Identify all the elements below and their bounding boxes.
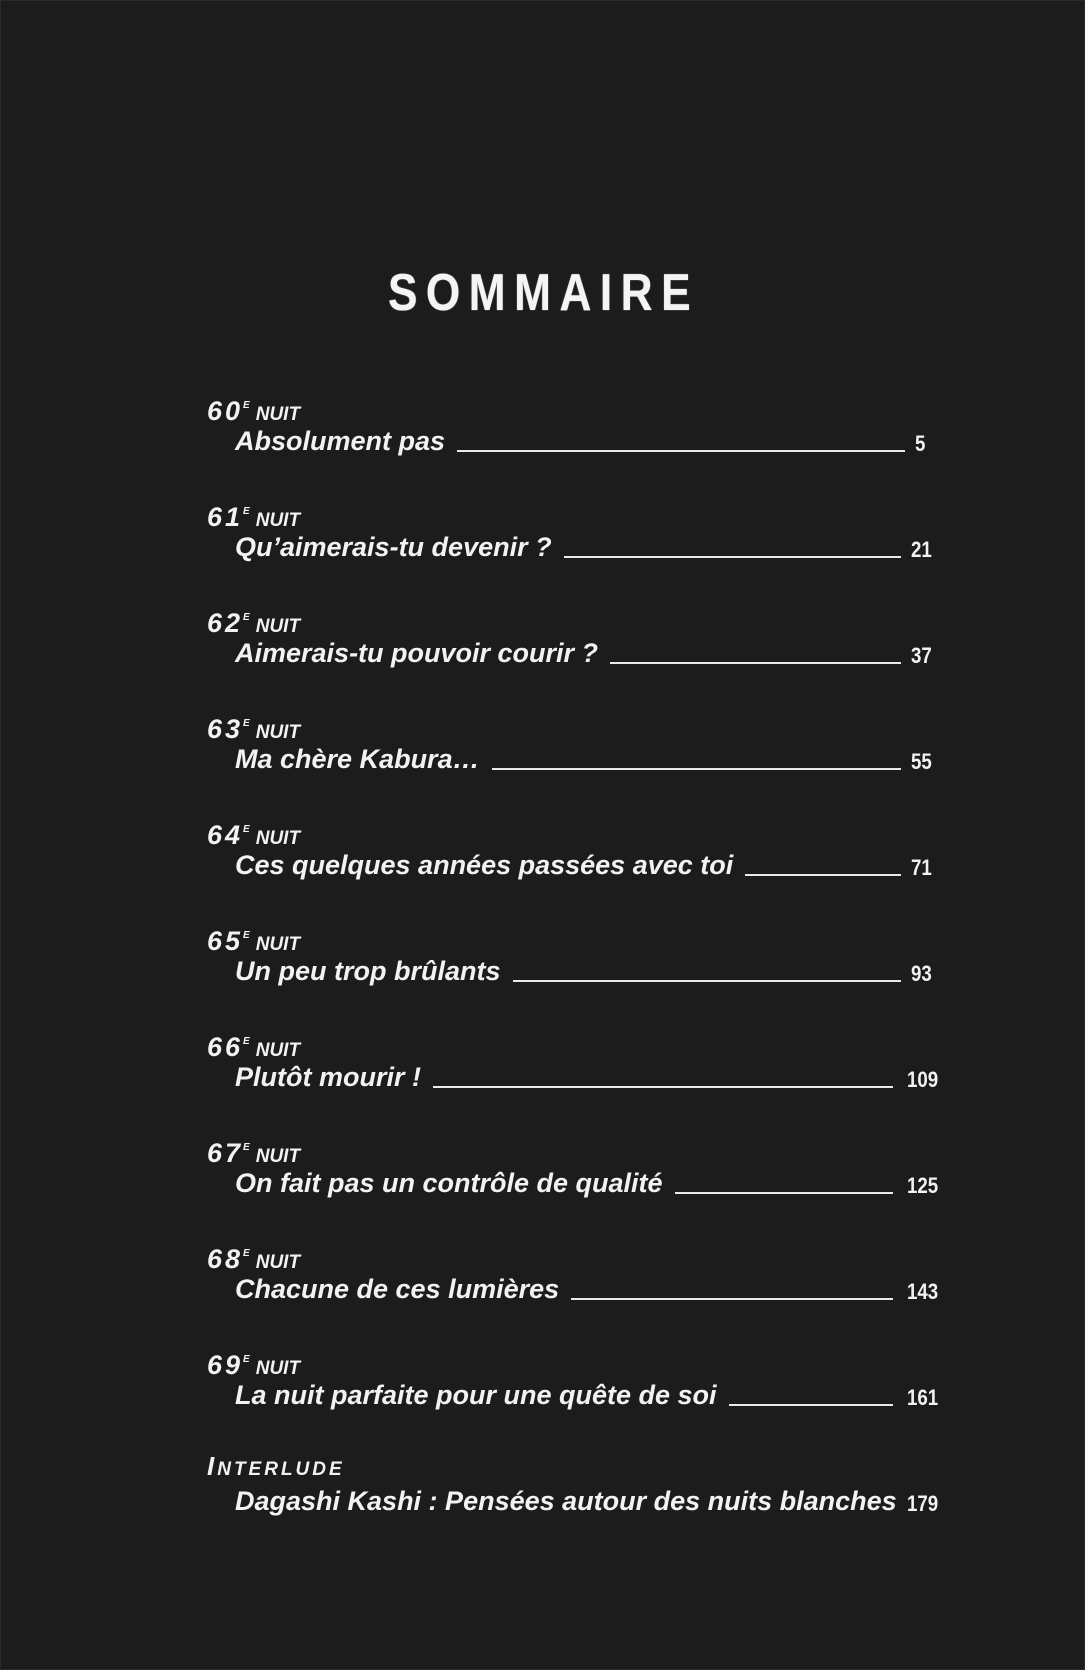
interlude-initial: I xyxy=(207,1451,218,1481)
chapter-word: NUIT xyxy=(255,404,301,425)
page-number: 179 xyxy=(907,1491,939,1516)
ordinal-suffix: E xyxy=(243,400,250,411)
ordinal-suffix: E xyxy=(243,824,250,835)
toc-entry xyxy=(207,1239,1007,1345)
page-number: 5 xyxy=(915,431,926,456)
chapter-title: Ces quelques années passées avec toi xyxy=(235,850,734,880)
interlude-label xyxy=(207,1451,345,1485)
toc-row xyxy=(235,1483,995,1519)
chapter-word: NUIT xyxy=(255,1252,301,1273)
chapter-title: Chacune de ces lumières xyxy=(235,1274,560,1304)
toc-entry xyxy=(207,391,1007,497)
chapter-word: NUIT xyxy=(255,722,301,743)
toc-row xyxy=(235,635,995,671)
chapter-number-value: 62 xyxy=(207,608,244,638)
chapter-word: NUIT xyxy=(255,1040,301,1061)
dot-leader xyxy=(433,1086,893,1088)
page-number: 109 xyxy=(907,1067,939,1092)
toc-entry xyxy=(207,497,1007,603)
toc-entry xyxy=(207,815,1007,921)
toc-row xyxy=(235,1377,995,1413)
toc-row xyxy=(235,423,995,459)
page-number: 21 xyxy=(911,537,932,562)
ordinal-suffix: E xyxy=(243,1142,250,1153)
ordinal-suffix: E xyxy=(243,718,250,729)
dot-leader xyxy=(610,662,901,664)
page-number: 55 xyxy=(911,749,932,774)
chapter-title: Un peu trop brûlants xyxy=(235,956,501,986)
chapter-number-value: 64 xyxy=(207,820,244,850)
ordinal-suffix: E xyxy=(243,1248,250,1259)
interlude-rest: NTERLUDE xyxy=(217,1459,345,1480)
chapter-number-value: 68 xyxy=(207,1244,244,1274)
page-number: 125 xyxy=(907,1173,939,1198)
chapter-title: Absolument pas xyxy=(235,426,446,456)
toc-entry xyxy=(207,921,1007,1027)
toc-entry-interlude xyxy=(207,1451,1007,1557)
toc-row xyxy=(235,1165,995,1201)
ordinal-suffix: E xyxy=(243,1354,250,1365)
chapter-word: NUIT xyxy=(255,1146,301,1167)
dot-leader xyxy=(571,1298,893,1300)
page-number: 143 xyxy=(907,1279,939,1304)
chapter-title: Dagashi Kashi : Pensées autour des nuits blanches xyxy=(235,1486,897,1516)
chapter-title: Plutôt mourir ! xyxy=(235,1062,421,1092)
chapter-number-value: 61 xyxy=(207,502,244,532)
chapter-title: Aimerais-tu pouvoir courir ? xyxy=(235,638,599,668)
toc-row xyxy=(235,1059,995,1095)
chapter-word: NUIT xyxy=(255,934,301,955)
dot-leader xyxy=(564,556,901,558)
chapter-number-value: 60 xyxy=(207,396,244,426)
chapter-title: La nuit parfaite pour une quête de soi xyxy=(235,1380,717,1410)
chapter-title: Qu’aimerais-tu devenir ? xyxy=(235,532,552,562)
chapter-number-value: 69 xyxy=(207,1350,244,1380)
ordinal-suffix: E xyxy=(243,612,250,623)
chapter-number-value: 67 xyxy=(207,1138,244,1168)
toc-row xyxy=(235,529,995,565)
chapter-word: NUIT xyxy=(255,1358,301,1379)
toc-row xyxy=(235,847,995,883)
toc-entry xyxy=(207,1133,1007,1239)
chapter-word: NUIT xyxy=(255,828,301,849)
chapter-number-value: 63 xyxy=(207,714,244,744)
toc-entry xyxy=(207,709,1007,815)
toc-row xyxy=(235,741,995,777)
chapter-number-value: 66 xyxy=(207,1032,244,1062)
toc-entry xyxy=(207,1027,1007,1133)
dot-leader xyxy=(745,874,901,876)
ordinal-suffix: E xyxy=(243,1036,250,1047)
chapter-title: Ma chère Kabura… xyxy=(235,744,480,774)
dot-leader xyxy=(513,980,902,982)
table-of-contents xyxy=(207,391,1007,1557)
page-number: 161 xyxy=(907,1385,939,1410)
page-number: 37 xyxy=(911,643,932,668)
chapter-word: NUIT xyxy=(255,616,301,637)
ordinal-suffix: E xyxy=(243,930,250,941)
toc-entry xyxy=(207,603,1007,709)
chapter-word: NUIT xyxy=(255,510,301,531)
toc-row xyxy=(235,1271,995,1307)
toc-entry xyxy=(207,1345,1007,1451)
toc-row xyxy=(235,953,995,989)
page-number: 71 xyxy=(911,855,932,880)
dot-leader xyxy=(492,768,901,770)
dot-leader xyxy=(457,450,905,452)
page-number: 93 xyxy=(911,961,932,986)
chapter-number-value: 65 xyxy=(207,926,244,956)
chapter-title: On fait pas un contrôle de qualité xyxy=(235,1168,663,1198)
ordinal-suffix: E xyxy=(243,506,250,517)
page-title: SOMMAIRE xyxy=(387,264,700,322)
dot-leader xyxy=(729,1404,893,1406)
dot-leader xyxy=(675,1192,893,1194)
